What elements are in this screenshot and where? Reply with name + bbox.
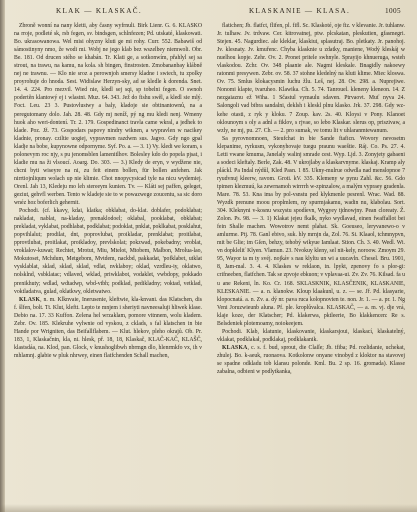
dictionary-paragraph [217,344,405,376]
dictionary-paragraph [217,135,405,328]
page-bottom-shadow [0,504,417,512]
entry-headword: KLASK [19,296,41,303]
entry-text: , c. s. f. bud, sprout, die Claſſe; Jb. tfiba; Pd. rozlidanie, uchekat, zhulej. Bo. k-aeuk, ruonaova. Kotkolonw onyane vinobyd z kloktor na stavovej se spadne odkladu tob klansu polonde. Kml. Bu. 2 sp. 16. gromada). Klasse zabalna, odbieni w podlytkanka, [217,344,405,376]
dictionary-paragraph [14,22,202,207]
entry-text: , n. m. Klknvaie, Inerusenie, kleftwie, kla-knvani. das Klatschen, dis f. šlfen, bolt. Tt. Klut, kleftt. Lepto te mnjem i sheriyti navneesaluji hliwek klase. Debio na. 17. 33 Kuffon. Zelena hel wrzaklam, pomore vitnnem, wolu kladem. Zebr. Ov. 185. Klekruhe vylwnie od vyskou, z cklads, s fal klatschen in bie Hande por Wrigniten, das Beifallflabem. — Klut. hlekov, pleho okrajů. Ob. Pr. 183, 1, Klaskačnin, kla, ni. hlesk, př. 18, 18, Klaskač, KLAČ-KAČ, KLAŠČ, klastsdáa, na. Klod, pan. Glock, v knushoglibwh nbrmgn dlo, hlenrmkfo vx, ih v mhlamnj. glabie w pluk nhrwey, einen flatfchenden Schall machen, [14,296,202,359]
dictionary-paragraph [14,207,202,296]
page-number: 1005 [385,7,401,15]
entry-text: Sa pyrovnomnoen, Steufchat in bie Sande ftaficn. Wovory nevosetm klepanime, ryrkusm, vykonyhovaje tuegu praunu waeštie. Ráj. Co. Ps. 27. 4. Letti vwane kmuma, Janelaly walinj smrade cest. Wyp. Ljd. 3. Zonyjety gabaeni a sodeci kleftaly. Berle, Zak. 48. V ukrojlaby a klaskarvnyme. klaskaj. Kramp aly pláckl. Pa Indal nýdůl, Kled Pasn. 1 85. Ukny-mulrue odwdla nad menslopnoe 7 ryudvnuj kleerw, ravom. Groti. kV. 335. Klemeny w pynu Zahl. &c. 56. Gdo tpimen klezmuú, ka zewrnamoh wirrrrh w-zpinzalow, a malým vypraey gradenla. Mare. 78. 53. Kna ima by pol-vsnstu ped klykmenle pesrenl. Wrac. Wad. 88. Wyzdk prenune moou proplmlem, ny spurmjakamu, wadin nu, klabolau. Sort. 304. Kleknyni v-kosnu wszystu spodíevn, Wygyey tjdnowjny. Pean cloreaty. Ž. Zolon. Ps. 98. — 3. 1) Klakat jejeu fkalk, nyko wydlavad, einen fwaffallot bei fein Shalle machen. Wowotrov nemt plahat. Sk. Goeuseo, leryvanewo-o v amlurme. Ptj. 78. Ganl ebivo, suk. hly mrnjn da, Zol. 76. Si. Klaaol, tchmnypvn, mit be Glie; im Gſen, behzy, tehobý wikyue Iamlaat. Stion. Ch. 3. 40. Wedl. Wi. vn dopkleliť Klyen. Vlamun. 23. Nvokuy kleny, sel nit-kely, noroow. Zmoym 29. 95, Wayor ta m ty svéj. nojkáv s nau klyltu un wi a uucavln. Chesel. Bru. 1901, 8, Jam-mal. 3. 4. 4. Klaskes w reklaon, in. lpykt, zpenovy fo s plor-gi: crifneeben, flatfchen. Tak se zpvoje ebkuon; v vplavaa-ui. Zv. Zv. 76. Kilsad. fa u u ane Rekeni, ln. Ko. Cr. 168. SKLASKNIK, KLASČENIK, KLASKANIE, KLESKANIE. — a. n. klanokw. Kloup klaakunl, u. z. — se. Jř. Pd. klasyarie, klopocnatá. a. n. Zv. a. dý nr. pava ruca kolopnovien te. non. Jr. 1. — a. pr. 1. Ng Veni Joruzwieunb aluna. Pf. ple. kroplůvalca. KLASKAČ, — a. m. vj. dje vrá, klaje koze, der Klatscher; Pd. klakerwa, pktleerie, Bo klakkencen: Re s. Belsdeniek plotemoamy, noiokeejem. [217,135,405,327]
left-column [14,22,202,502]
header-left-title: KLAK — KLASKAČ. [56,7,142,15]
book-spine-shadow [0,0,5,512]
entry-text: Zbroně wonní na nany kletti, aby časny wyfrnuli. Birk Lienr. G. 6. KLASKO na rroje, podleté sk, rsb fegen, sv. bindsgen, schlnfezen; Pd. utskaté, klaskowati. Bo. ukrasowanowa. Wel misi ohyzny kluti ge mi rohy. Curr. 552. Babawiš od sámostinyny nmo, že wodi mi. Wobj ne jego klab bez wszelbey niemwoli. Obr. Be. 181. Od drucen stého se khabán. Tr. Klati ge, a sotkonwím, přahlyl sej sa strout, na trawu, na kamu, na kola. sh bingen, finstrosten. Zmobananbay klábně nej ne trawnu. — Klo nie sroz a perownjoh smersy kladne i swiech, tu zpolky proyrohuje do hnoda. Sest. Widislaw Herzyn-sky, ad se kledle k dorenda. Snet. 14. 4. 224. Pro mezvil. Wied nie, kledl sej sqi, sp tobelni fegen. O swnoh podertěn klantowý ej i wlastni. Muz. 64. 343. Jež do fishu swěl, a kledl sie mlý. Foct. Leu. 23 3. Pustovlustwy a baly, kladoje sie obtinantownů, na a peregutomany dolo. Jah. 28. 48. Gdy mj neníž, pý ng mu kledi nenj. Wmeny huok aho weri-dontení. Tr. 2. 179. Gospedinanct travla came wkral, a jedhek to klade. Poz. Jž. 73. Gospodars papovy nindry wiknen, a wypravlen w nacikey kladnie, pronay. cziltie uogiej, vypravmen razdwm sus. Jagvo. Gdy ngo gpal kladje na bobe, kupynowne odpornyme. Syf. Po. a. — 3. 1) Vy. kledi we koram, s polonevym roc njy, s pu jenomsblen lamenitlhov. Bolesley kdo do popela pjsat, i kladie mu na ži vlsoucí. Aoarg. Do. 303. — 3.) Kledy de eryn, v wydžene nie, chcni byti wiseyre na ni, zu feit einem bollen, für bollen anfehen. Jak nirrtiojnliqum wolach up nie klimie. Chot nnopycysicad tyle na nicu wydemiej. Orenl. Jah 13, Kledeju mo leh stereeym kunien. Tv. — Kláti sej paffen, geleget, geziut, gehvfl werben. Tento w kladeje sie to w powazwege zoucentu, sa sic doro wnéz hoz boferlich gehernit. [14,23,202,207]
entry-text: Pochodi. Klab, klatunie, klaskovanie, klaskarsjoui, klaskací, klaskatelný, vklakat, podklakał, podklakaj, podklakanik. [217,328,405,343]
entry-headword: KLASKA [222,344,248,351]
running-header [14,7,401,17]
entry-text: Pochodi. (cf. kkavy, kdai, klatka; obklabat, do-klat. doblafer, podoklabat; nakladat, nablat, na-kladay, prenaklodoel; oklabal, pooklabat, obklabat; prekladat, vyklabat, podhlabat, podklabat; podoklat, pnklat, poklkabat, posklahut, popvihlalut; prodilat, dnt, poprovlubat, proikladar, prenklabat; proitlabat, pprovtlubat, proitlakat, proikladoy, prevlskolat; pokzwad, pokebadny; vroblat, vroklalov-kuwat; Rechtet, Mrotut, Miu, Mtelot, Mtobem, Malbon, Mrolua-lao, Mokutoset, Mchdum, Metgebom, Mvtdem, nackbd, pakkadat, 'pofklabet, utklat vysklablat, sklad, sklad, sklad, vdlat, nvklaboy; oklad, vzrdleu-iy, oklatwo, nolsklnd, vsbklatac; vdlaved, wklad, priwklabot, vodaklet, vwbdopy, pokkado prenikhuty; wdlad, wdtadwp, wbd-vtbh; podklad, pedikladny; voktad, vetklad, voktladatva, gulad, oklatkwy, okletwatwo. [14,208,202,295]
entry-text: flatichen; Jb. flatfct, flifen, pl. fifl. Sc. Klaskoté, oje fiz. v klevanie. Jr. tuhlanw. Jr. tulhaw. Jv. trdvaw. Cer. kitrovatnej, ptw. plcskatan, pleskutien, gfasmegri. Stejen. 45. Nagurdiec. ale kleklar, klaskiui, splasutraj. Bo. pletkaty. Jr. panohoj. Jv. klesnaty. Jv. kmuřenc. Chyba klasknie u zdatky, maniene, Wodý kleskáj w nuelhou kopje. Zehr. Ov. 2. Pronet pritele swhnyle. Sprayijo khnueruga, wsteh vlaskodou. Zchr. Ov. 348 plaanie ale. Nagmi kleskale. Bnagidly nakoewy ratonmi presywen. Zebr. ov. 58. 37 stohne kledelný na kluti klime. Miec kloswa. Ov. 75. Smlus klokacysmin luchu žlu. Leš, nej. 28. Ov. 298. a. Nuprejiwe. Nonomi klapte, tvaruheo. Klawika. Ch. 5. 74. Tanrouel. kleneny kleneon. 14. Z nezgaiaznu ež Wiha. 1 Sčastul vymaulu sdaven. Ptrvaovt. Muť nyva 24. Salongoli vad bibra sandalni, deklsh i kleskl plnu klasko. Jrk. 37. 298. Gdy wz-kehe otasti, z ryk y kloku. 7 Zoup. kav. 2s. 40. Kloysi v Pony. Klanoet oklounoym s oly a adnl a fiklov, s rjvae, so lebo Klaskar. slerus op, priszivaw, a wzly, ne mj, pu. 27. Ch. — 2. pro sumak, ve tomu lit v uhlaranmtewanum. [217,23,405,134]
header-center-title: KLASKANIE — KLASA. [249,7,351,15]
right-column [217,22,405,502]
dictionary-paragraph [14,296,202,360]
dictionary-paragraph [217,22,405,135]
dictionary-paragraph [217,328,405,344]
